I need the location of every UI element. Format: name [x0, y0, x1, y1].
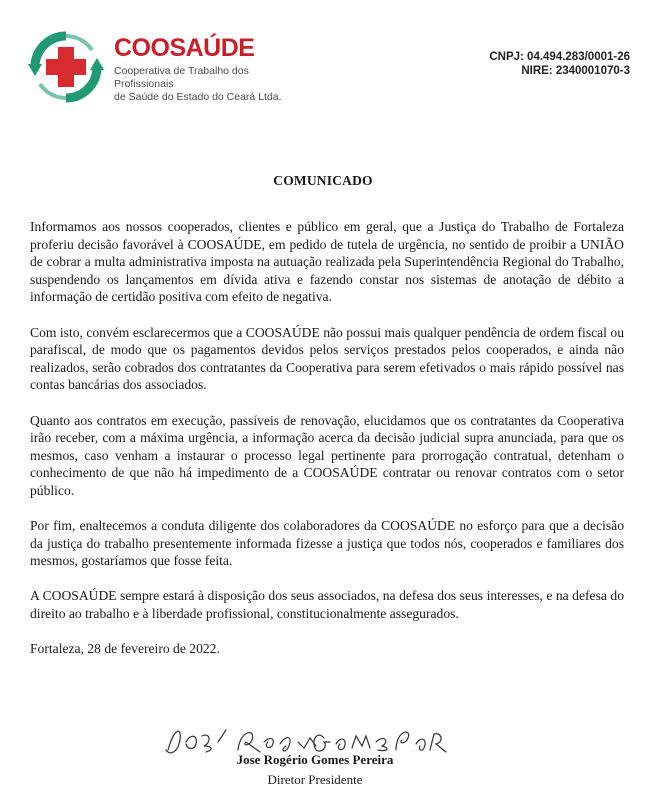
paragraph-1: Informamos aos nossos cooperados, clientes e público em geral, que a Justiça do Trabalho de Fortaleza proferiu decisão favorável à COOSAÚDE, em pedido de tutela de urgência, no sentido de proibir a UNIÃO de cobrar a multa administrativa imposta na autuação realizada pela Superintendência Regional do Trabalho, suspendendo os lançamentos em dívida ativa e fazendo constar nos sistemas de anotação de débito a informação de certidão positiva com efeito de negativa. [30, 219, 624, 305]
cnpj-text: CNPJ: 04.494.283/0001-26 [489, 51, 630, 63]
nire-text: NIRE: 2340001070-3 [521, 65, 630, 77]
brand-subtitle [114, 65, 304, 104]
document-body [30, 218, 624, 675]
paragraph-3: Quanto aos contratos em execução, passíveis de renovação, elucidamos que os contratantes da Cooperativa irão receber, com a máxima urgência, a informação acerca da decisão judicial supra anunciada, para que os mesmos, caso venham a instaurar o processo legal pertinente para prorrogação contratual, detenham o conhecimento de que não há impedimento de a COOSAÚDE contratar ou renovar contratos com o setor público. [30, 412, 624, 498]
brand-subtitle-line-2: de Saúde do Estado do Ceará Ltda. [114, 91, 282, 103]
signer-role: Diretor Presidente [267, 772, 363, 787]
date-line: Fortaleza, 28 de fevereiro de 2022. [30, 641, 220, 657]
paragraph-4: Por fim, enaltecemos a conduta diligente dos colaboradores da COOSAÚDE no esforço para que a decisão da justiça do trabalho presentemente informada fizesse a justiça que todos nós, cooperados e familiares dos mesmos, gostaríamos que fosse feita. [30, 518, 624, 569]
document-title: COMUNICADO [273, 173, 373, 188]
signer-name: Jose Rogério Gomes Pereira [236, 752, 394, 767]
coosaude-logo [22, 30, 110, 104]
brand-subtitle-line-1: Cooperativa de Trabalho dos Profissionais [114, 65, 249, 90]
paragraph-5: A COOSAÚDE sempre estará à disposição dos seus associados, na defesa dos seus interesses, e na defesa do direito ao trabalho e à liberdade profissional, constitucionalmente assegurados. [30, 588, 624, 622]
paragraph-2: Com isto, convém esclarecermos que a COOSAÚDE não possui mais qualquer pendência de ordem fiscal ou parafiscal, de modo que os pagamentos devidos pelos serviços prestados pelos cooperados, e ainda não realizados, serão cobrados dos contratantes da Cooperativa para serem efetivados o mais rápido possível nas contas bancárias dos associados. [30, 324, 624, 393]
company-ids [489, 50, 630, 78]
brand-name: COOSAÚDE [114, 34, 255, 62]
